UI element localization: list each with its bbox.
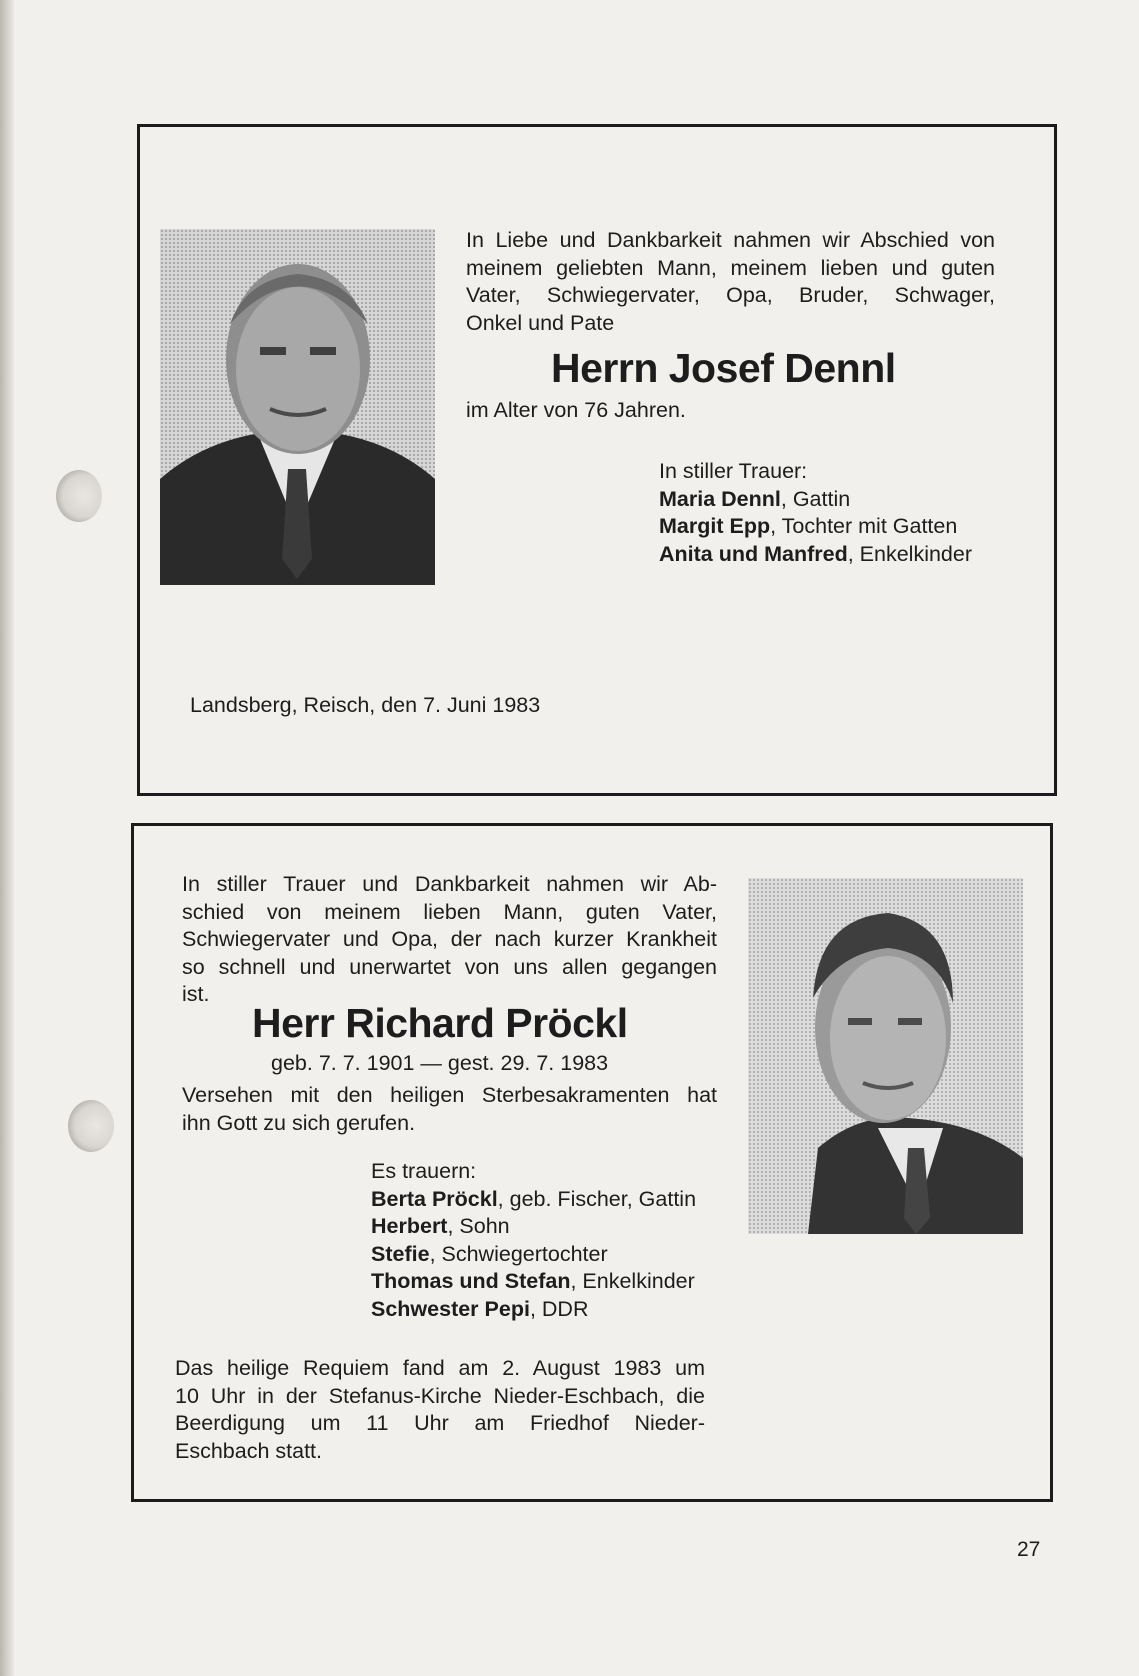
- notice1-intro-line: meinem geliebten Mann, meinem lieben und guten: [466, 255, 995, 280]
- notice2-requiem-line: Eschbach statt.: [175, 1438, 322, 1463]
- mourner-row: [659, 486, 972, 514]
- notice2-requiem: [175, 1355, 705, 1465]
- notice2-requiem-line: Das heilige Requiem fand am 2. August 1983 um: [175, 1356, 705, 1380]
- notice2-intro-line: Schwiegervater und Opa, der nach kurzer Krankheit: [182, 927, 717, 951]
- notice2-requiem-line: 10 Uhr in der Stefanus-Kirche Nieder-Eschbach, die: [175, 1383, 705, 1408]
- mourner-role: , Gattin: [780, 486, 851, 511]
- portrait-photo-icon: [748, 878, 1023, 1234]
- notice2-deceased-name: Herr Richard Pröckl: [252, 1000, 628, 1046]
- mourner-row: [371, 1268, 696, 1296]
- mourner-role: , Sohn: [447, 1214, 510, 1238]
- mourner-name: Margit Epp: [659, 514, 771, 538]
- punch-hole-top: [56, 470, 102, 522]
- portrait-photo-icon: [160, 229, 435, 585]
- mourner-name: Thomas und Stefan: [371, 1269, 571, 1293]
- notice2-intro-line: so schnell und unerwartet von uns allen gegangen: [182, 954, 717, 979]
- mourner-row: [659, 513, 972, 541]
- notice1-place-date: Landsberg, Reisch, den 7. Juni 1983: [190, 693, 541, 717]
- mourner-role: , Schwiegertochter: [429, 1241, 608, 1266]
- page-binding-edge: [0, 0, 14, 1676]
- notice1-intro-line: Vater, Schwiegervater, Opa, Bruder, Schwager,: [466, 283, 995, 307]
- mourner-row: [371, 1296, 696, 1324]
- notice2-life-dates: geb. 7. 7. 1901 — gest. 29. 7. 1983: [271, 1051, 609, 1075]
- notice1-intro-line: Onkel und Pate: [466, 310, 615, 335]
- notice1-age-line: im Alter von 76 Jahren.: [466, 398, 686, 422]
- mourner-row: [371, 1186, 696, 1214]
- notice2-intro: [182, 871, 717, 1009]
- notice2-requiem-line: Beerdigung um 11 Uhr am Friedhof Nieder-: [175, 1411, 705, 1435]
- notice2-sacrament-line: Versehen mit den heiligen Sterbesakramenten hat: [182, 1083, 717, 1107]
- mourner-name: Schwester Pepi: [371, 1296, 530, 1321]
- portrait-photo-dennl: [160, 229, 435, 585]
- mourner-row: [371, 1213, 696, 1241]
- notice1-intro-line: In Liebe und Dankbarkeit nahmen wir Abschied von: [466, 228, 995, 252]
- portrait-photo-proeckl: [748, 878, 1023, 1234]
- mourner-name: Berta Pröckl: [371, 1186, 498, 1211]
- mourner-role: , DDR: [529, 1296, 589, 1321]
- notice1-mourners-heading: In stiller Trauer:: [659, 459, 808, 483]
- notice2-sacrament-line: ihn Gott zu sich gerufen.: [182, 1110, 416, 1135]
- mourner-row: [371, 1241, 696, 1269]
- mourner-name: Maria Dennl: [659, 486, 781, 511]
- mourner-role: , geb. Fischer, Gattin: [497, 1186, 697, 1211]
- notice2-mourners: [371, 1158, 696, 1323]
- mourner-name: Anita und Manfred: [659, 541, 848, 566]
- notice2-sacrament: [182, 1082, 717, 1137]
- notice1-mourners: [659, 458, 972, 568]
- mourner-name: Herbert: [371, 1214, 448, 1238]
- notice1-intro: [466, 227, 995, 337]
- mourner-role: , Tochter mit Gatten: [770, 514, 958, 538]
- mourner-role: , Enkelkinder: [847, 541, 973, 566]
- notice2-intro-line: schied von meinem lieben Mann, guten Vater,: [182, 899, 717, 924]
- punch-hole-bottom: [68, 1100, 114, 1152]
- notice2-intro-line: In stiller Trauer und Dankbarkeit nahmen wir Ab-: [182, 872, 717, 896]
- notice1-deceased-name: Herrn Josef Dennl: [551, 345, 896, 391]
- notice2-mourners-heading: Es trauern:: [371, 1159, 477, 1183]
- page-number: 27: [1017, 1538, 1041, 1561]
- mourner-row: [659, 541, 972, 569]
- notice2-intro-line: ist.: [182, 982, 210, 1006]
- mourner-name: Stefie: [371, 1241, 430, 1266]
- mourner-role: , Enkelkinder: [570, 1269, 695, 1293]
